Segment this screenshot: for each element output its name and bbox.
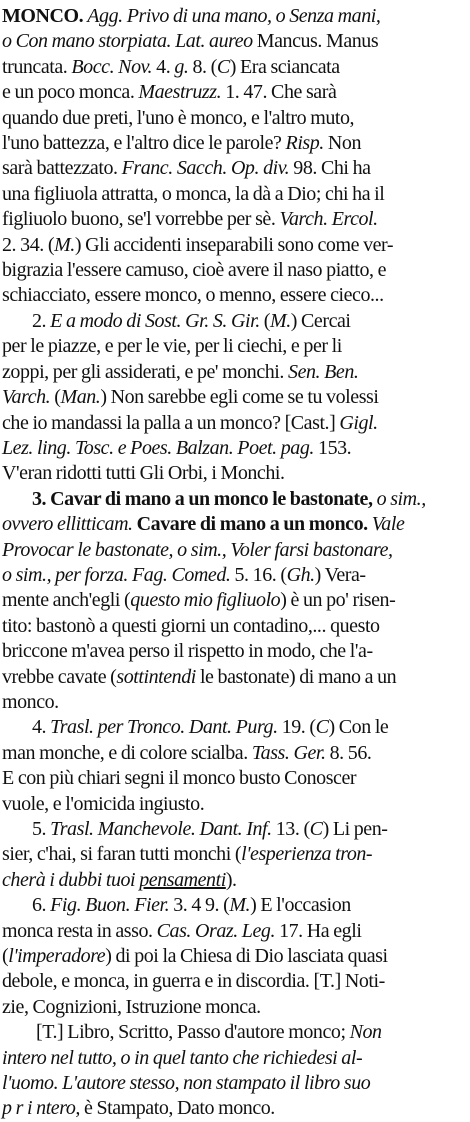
entry-line: [2, 436, 462, 461]
italic-phrase: Cas. Oraz. Leg.: [156, 919, 276, 942]
entry-text: ) Era sciancata: [229, 55, 340, 78]
entry-text: mente anch'egli (: [2, 589, 131, 612]
entry-text: (: [259, 309, 271, 332]
italic-phrase: intero nel tutto, o in quel tanto che richiedesi al-: [2, 1046, 363, 1069]
entry-line: [2, 969, 462, 994]
entry-line: [2, 868, 462, 893]
entry-text: 19. (: [277, 716, 316, 739]
entry-line: [2, 1096, 462, 1121]
entry-text: è Stampato, Dato monco.: [79, 1097, 275, 1120]
entry-text: le bastonate) di mano a un: [195, 665, 397, 688]
entry-text: 5.: [32, 818, 51, 840]
entry-text: per le piazze, e per le vie, per li ciechi, e per li: [2, 335, 342, 358]
entry-text: 3. 4 9. (: [169, 894, 230, 917]
italic-phrase: l'imperadore: [8, 945, 106, 968]
entry-text: e un poco monca.: [2, 81, 139, 104]
entry-text: vrebbe cavate (: [2, 665, 117, 688]
entry-text: zie, Cognizioni, Istruzione monca.: [2, 995, 261, 1018]
italic-phrase: o sim.,: [376, 487, 426, 510]
entry-line: [2, 1020, 462, 1045]
entry-text: schiacciato, essere monco, o menno, essere cieco...: [2, 284, 384, 307]
entry-line: [2, 538, 462, 563]
entry-text: ) è un po' risen-: [280, 589, 396, 612]
entry-text: vuole, e l'omicida ingiusto.: [2, 792, 205, 815]
entry-text: 8. (: [188, 55, 217, 78]
entry-line: [2, 29, 462, 54]
italic-phrase: questo mio figliuolo: [130, 589, 281, 612]
entry-text: (: [50, 386, 61, 409]
entry-line: [2, 715, 462, 740]
entry-text: Mancus. Manus: [252, 30, 379, 53]
entry-text: debole, e monca, in guerra e in discordia. [T.] Noti-: [2, 970, 385, 993]
entry-line: [2, 563, 462, 588]
italic-phrase: Varch. Ercol.: [279, 208, 378, 231]
italic-phrase: sottintendi: [116, 665, 196, 688]
italic-phrase: Maestruzz.: [138, 81, 222, 104]
entry-text: 1. 47. Che sarà: [221, 81, 337, 104]
italic-phrase: Vale: [371, 513, 405, 536]
italic-phrase: l'esperienza tron-: [241, 843, 373, 866]
entry-line: [2, 156, 462, 181]
italic-phrase: M.: [270, 309, 291, 332]
italic-phrase: C: [309, 818, 323, 840]
entry-text: 6.: [32, 894, 51, 917]
entry-text: Non: [323, 132, 362, 155]
entry-text: ).: [225, 868, 237, 891]
entry-line: [2, 207, 462, 232]
italic-phrase: Gigl.: [339, 411, 378, 434]
italic-phrase: Lez. ling. Tosc. e Poes. Balzan. Poet. pag.: [2, 436, 314, 459]
entry-line: [2, 55, 462, 80]
entry-line: [2, 665, 462, 690]
entry-line: [2, 385, 462, 410]
entry-text: ) Con le: [328, 716, 389, 739]
entry-text: una figliuola attratta, o monca, la dà a Dio; chi ha il: [2, 182, 385, 205]
italic-phrase: Agg. Privo di una mano, o Senza mani,: [87, 5, 381, 27]
entry-text: ) Non sarebbe egli come se tu volessi: [100, 386, 379, 409]
entry-text: sarà battezzato.: [2, 157, 122, 180]
entry-text: tito: bastonò a questi giorni un contadino,... questo: [2, 614, 380, 637]
italic-phrase: o Con mano storpiata. Lat. aureo: [2, 30, 253, 53]
entry-text: 5. 16. (: [230, 563, 287, 586]
entry-text: ) Li pen-: [322, 818, 388, 840]
italic-phrase: Trasl. per Tronco. Dant. Purg.: [50, 716, 278, 739]
bold-phrase: 3. Cavar di mano a un monco le bastonate,: [32, 487, 373, 510]
entry-line: [2, 487, 462, 512]
entry-line: [2, 792, 462, 817]
entry-text: briccone m'avea perso il rispetto in modo, che l'a-: [2, 640, 373, 663]
entry-text: 2.: [32, 309, 51, 332]
italic-phrase: o sim., per forza. Fag. Comed.: [2, 563, 231, 586]
italic-phrase: cherà i dubbi tuoi: [2, 868, 140, 891]
entry-line: [2, 360, 462, 385]
italic-phrase: M.: [229, 894, 251, 917]
entry-text: 13. (: [271, 818, 310, 840]
entry-text: 8. 56.: [325, 741, 372, 764]
entry-text: sier, c'hai, si faran tutti monchi (: [2, 843, 242, 866]
entry-text: ) di poi la Chiesa di Dio lasciata quasi: [105, 945, 388, 968]
entry-line: [2, 1046, 462, 1071]
italic-phrase: C: [315, 716, 329, 739]
entry-text: monca resta in asso.: [2, 919, 157, 942]
entry-line: [2, 334, 462, 359]
entry-text: (: [2, 945, 9, 968]
italic-phrase: E a modo di Sost. Gr. S. Gir.: [50, 309, 260, 332]
entry-line: [2, 919, 462, 944]
entry-line: [2, 588, 462, 613]
entry-text: figliuolo buono, se'l vorrebbe per sè.: [2, 208, 280, 231]
italic-phrase: g.: [174, 55, 189, 78]
italic-phrase: Fig. Buon. Fier.: [50, 894, 170, 917]
italic-phrase: C: [216, 55, 230, 78]
italic-phrase: Provocar le bastonate, o sim., Voler farsi bastonare,: [2, 538, 393, 561]
entry-line: [2, 614, 462, 639]
italic-phrase: Tass. Ger.: [251, 741, 326, 764]
entry-text: [T.] Libro, Scritto, Passo d'autore monco;: [36, 1021, 350, 1044]
entry-line: [2, 1071, 462, 1096]
entry-text: l'uno battezza, e l'altro dice le parole?: [2, 132, 286, 155]
italic-phrase: Risp.: [285, 132, 324, 155]
entry-line: [2, 106, 462, 131]
italic-phrase: Sen. Ben.: [288, 360, 359, 383]
entry-text: 98. Chi ha: [289, 157, 371, 180]
entry-line: [2, 233, 462, 258]
entry-text: truncata.: [2, 55, 72, 78]
dictionary-entry-monco: [2, 4, 462, 1122]
entry-line: [2, 766, 462, 791]
bold-phrase: Cavare di mano a un monco.: [136, 513, 368, 536]
entry-text: ) Gli accidenti inseparabili sono come ver-: [74, 233, 394, 256]
italic-phrase: Franc. Sacch. Op. div.: [121, 157, 290, 180]
entry-line: [2, 258, 462, 283]
entry-line: [2, 893, 462, 918]
entry-text: quando due preti, l'uno è monco, e l'altro muto,: [2, 106, 355, 129]
entry-line: [2, 461, 462, 486]
entry-text: zoppi, per gli assiderati, e pe' monchi.: [2, 360, 289, 383]
entry-line: [2, 411, 462, 436]
entry-text: ) Vera-: [314, 563, 366, 586]
entry-text: V'eran ridotti tutti Gli Orbi, i Monchi.: [2, 462, 285, 485]
entry-text: 4.: [152, 55, 175, 78]
entry-text: 2. 34. (: [2, 233, 55, 256]
entry-text: monco.: [2, 690, 59, 713]
entry-line: [2, 944, 462, 969]
italic-phrase: Varch.: [2, 386, 51, 409]
entry-line: [2, 512, 462, 537]
entry-line: [2, 995, 462, 1020]
entry-line: [2, 639, 462, 664]
entry-line: [2, 690, 462, 715]
italic-phrase: M.: [54, 233, 75, 256]
entry-text: ) Cercai: [290, 309, 351, 332]
italic-phrase: p r i ntero,: [2, 1097, 80, 1120]
italic-phrase: Man.: [60, 386, 101, 409]
entry-line: [2, 131, 462, 156]
entry-line: [2, 283, 462, 308]
entry-text: 153.: [313, 436, 352, 459]
entry-text: bigrazia l'essere camuso, cioè avere il naso piatto, e: [2, 259, 387, 282]
italic-phrase: Trasl. Manchevole. Dant. Inf.: [50, 818, 272, 840]
italic-phrase: pensamenti: [139, 868, 226, 891]
italic-phrase: ovvero ellitticam.: [2, 513, 133, 536]
entry-line: [2, 4, 462, 29]
entry-line: [2, 817, 462, 842]
entry-line: [2, 182, 462, 207]
entry-line: [2, 741, 462, 766]
entry-text: E con più chiari segni il monco busto Conoscer: [2, 767, 357, 790]
entry-text: 17. Ha egli: [275, 919, 362, 942]
entry-line: [2, 309, 462, 334]
entry-text: ) E l'occasion: [250, 894, 351, 917]
italic-phrase: l'uomo. L'autore stesso, non stampato il libro suo: [2, 1072, 371, 1095]
italic-phrase: Bocc. Nov.: [71, 55, 153, 78]
entry-text: 4.: [32, 716, 51, 739]
italic-phrase: Gh.: [286, 563, 315, 586]
headword: MONCO.: [2, 5, 84, 27]
entry-line: [2, 842, 462, 867]
entry-text: che io mandassi la palla a un monco? [Cast.]: [2, 411, 340, 434]
entry-line: [2, 80, 462, 105]
italic-phrase: Non: [349, 1021, 382, 1044]
entry-text: man monche, e di colore scialba.: [2, 741, 252, 764]
